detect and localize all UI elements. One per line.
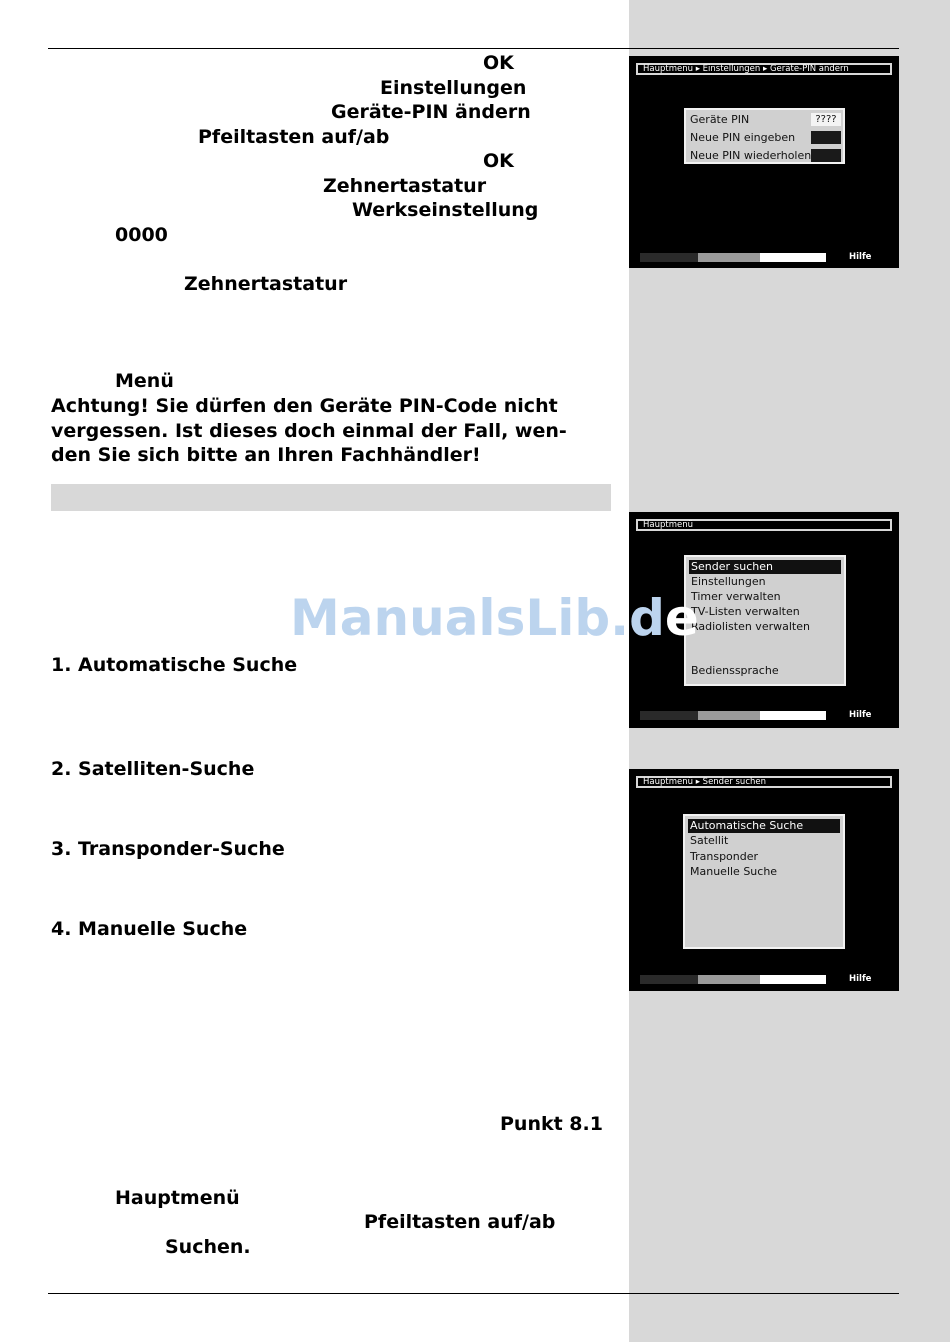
- heading-satelliten-suche: 2. Satelliten-Suche: [51, 758, 255, 780]
- bottom-rule: [48, 1293, 899, 1294]
- warning-paragraph: [51, 394, 611, 468]
- menu-item-timer-verwalten[interactable]: Timer verwalten: [691, 590, 781, 603]
- footer-help: Hilfe: [849, 710, 872, 720]
- kw-einstellungen: Einstellungen: [380, 77, 527, 99]
- warning-line: den Sie sich bitte an Ihren Fachhändler!: [51, 444, 481, 467]
- pin-row-label: Neue PIN wiederholen: [690, 149, 812, 162]
- tv-breadcrumb-bar: [636, 776, 892, 788]
- kw-zehnertastatur-2: Zehnertastatur: [184, 273, 348, 295]
- main-menu-list: [684, 555, 846, 686]
- footer-key-green: [698, 711, 760, 720]
- footer-key-yellow: [760, 253, 826, 262]
- pin-input-field[interactable]: [811, 149, 841, 162]
- kw-suchen: Suchen.: [165, 1236, 251, 1258]
- kw-punkt: Punkt 8.1: [500, 1113, 603, 1135]
- tv-breadcrumb: Hauptmenü ▸ Einstellungen ▸ Geräte-PIN ändern: [643, 64, 849, 74]
- pin-row-label: Neue PIN eingeben: [690, 131, 796, 144]
- tv-breadcrumb: Hauptmenü: [643, 520, 693, 530]
- kw-code-0000: 0000: [115, 224, 168, 246]
- search-menu-list: [683, 814, 845, 949]
- watermark-main: ManualsLib.d: [290, 589, 665, 647]
- warning-line: vergessen. Ist dieses doch einmal der Fall, wen-: [51, 419, 567, 442]
- menu-item-einstellungen[interactable]: Einstellungen: [691, 575, 766, 588]
- heading-manuelle-suche: 4. Manuelle Suche: [51, 918, 248, 940]
- menu-item-tv-listen[interactable]: TV-Listen verwalten: [691, 605, 800, 618]
- kw-werkseinstellung: Werkseinstellung: [352, 199, 539, 221]
- warning-line: Achtung! Sie dürfen den Geräte PIN-Code nicht: [51, 395, 558, 417]
- kw-ok-1: OK: [483, 52, 514, 74]
- kw-ok-2: OK: [483, 150, 514, 172]
- tv-breadcrumb-bar: [636, 519, 892, 531]
- pin-value: ????: [811, 113, 841, 126]
- tv-footer: [640, 975, 890, 984]
- tv-footer: [640, 253, 890, 262]
- footer-key-yellow: [760, 711, 826, 720]
- footer-key-red: [640, 711, 698, 720]
- top-rule: [48, 48, 899, 49]
- tv-footer: [640, 711, 890, 720]
- pin-row-repeat[interactable]: [689, 148, 841, 164]
- menu-item-radiolisten[interactable]: Radiolisten verwalten: [691, 620, 810, 633]
- pin-input-field[interactable]: [811, 131, 841, 144]
- footer-help: Hilfe: [849, 252, 872, 262]
- heading-transponder-suche: 3. Transponder-Suche: [51, 838, 285, 860]
- watermark-tail: e: [664, 589, 699, 647]
- section-header-bar: [51, 484, 611, 511]
- kw-zehnertastatur-1: Zehnertastatur: [323, 175, 487, 197]
- menu-item-satellit[interactable]: Satellit: [690, 834, 729, 847]
- kw-geraete-pin-aendern: Geräte-PIN ändern: [331, 101, 531, 123]
- menu-item-sender-suchen[interactable]: Sender suchen: [689, 560, 841, 574]
- menu-item-manuelle-suche[interactable]: Manuelle Suche: [690, 865, 778, 878]
- tv-screen-search: [629, 769, 899, 991]
- tv-breadcrumb-bar: [636, 63, 892, 75]
- menu-item-transponder[interactable]: Transponder: [690, 850, 759, 863]
- heading-automatische-suche: 1. Automatische Suche: [51, 654, 298, 676]
- pin-row-label: Geräte PIN: [690, 113, 750, 126]
- kw-pfeiltasten-2: Pfeiltasten auf/ab: [364, 1211, 556, 1233]
- pin-row-new[interactable]: [689, 130, 841, 146]
- tv-breadcrumb: Hauptmenü ▸ Sender suchen: [643, 777, 766, 787]
- kw-pfeiltasten-1: Pfeiltasten auf/ab: [198, 126, 390, 148]
- kw-hauptmenue: Hauptmenü: [115, 1187, 240, 1209]
- menu-item-automatische-suche[interactable]: Automatische Suche: [688, 819, 840, 833]
- footer-key-green: [698, 975, 760, 984]
- pin-dialog: [684, 108, 845, 164]
- tv-screen-pin: [629, 56, 899, 268]
- pin-row-current[interactable]: [689, 112, 841, 128]
- kw-menue: Menü: [115, 370, 174, 392]
- footer-key-yellow: [760, 975, 826, 984]
- footer-help: Hilfe: [849, 974, 872, 984]
- watermark: [290, 588, 699, 648]
- footer-key-green: [698, 253, 760, 262]
- menu-item-bedienssprache[interactable]: Bedienssprache: [691, 664, 779, 677]
- footer-key-red: [640, 975, 698, 984]
- footer-key-red: [640, 253, 698, 262]
